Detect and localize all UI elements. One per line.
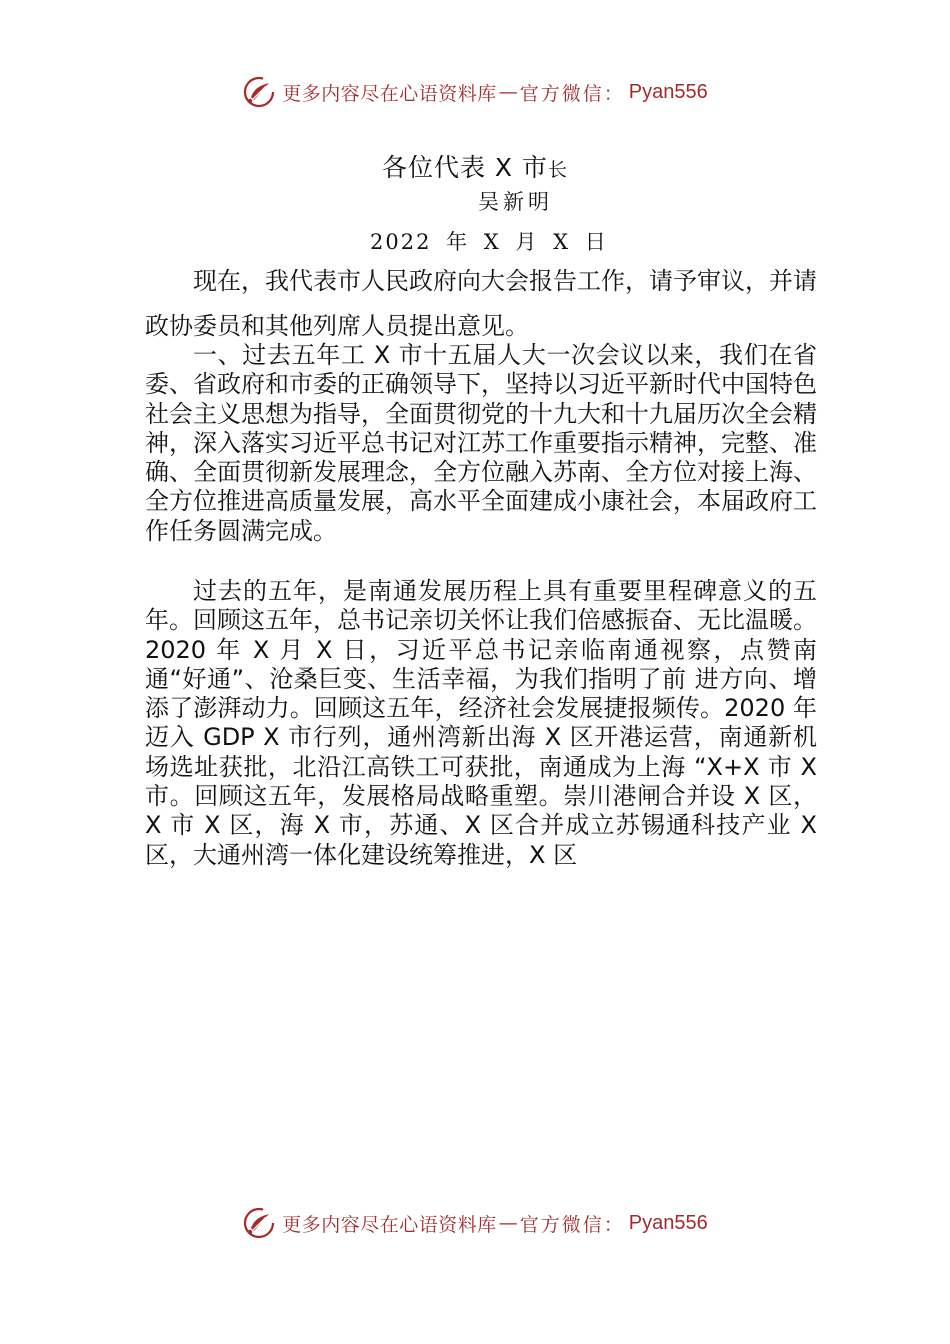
header-watermark-banner — [0, 72, 950, 112]
paragraph-section-one: 一、过去五年工 X 市十五届人大一次会议以来，我们在省委、省政府和市委的正确领导下，坚持以习近平新时代中国特色社会主义思想为指导，全面贯彻党的十九大和十九届历次全会精神，深入落实习近平总书记对江苏工作重要指示精神，完整、准确、全面贯彻新发展理念，全方位融入苏南、全方位对接上海、 全方位推进高质量发展，高水平全面建成小康社会，本届政府工作任务圆满完成。 — [145, 341, 817, 545]
document-author: 吴新明 — [478, 190, 553, 214]
banner-wechat-id: Pyan556 — [628, 1211, 708, 1234]
footer-watermark-banner — [0, 1203, 950, 1243]
banner-wechat-label: 官方微信： — [519, 1213, 625, 1236]
paragraph-intro: 现在，我代表市人民政府向大会报告工作，请予审议，并请政协委员和其他列席人员提出意见。 — [145, 267, 817, 340]
document-date: 2022 年 X 月 X 日 — [370, 230, 608, 254]
banner-text: 更多内容尽在心语资料库 — [282, 1213, 497, 1236]
banner-separator: — — [498, 1212, 518, 1234]
document-title — [0, 148, 950, 184]
brand-logo-icon — [242, 1206, 276, 1240]
banner-wechat-id: Pyan556 — [628, 80, 708, 103]
title-main: 各位代表 X 市 — [381, 153, 548, 182]
banner-wechat-label: 官方微信： — [519, 82, 625, 105]
brand-logo-icon — [242, 75, 276, 109]
banner-text: 更多内容尽在心语资料库 — [282, 82, 497, 105]
title-suffix: 长 — [548, 159, 569, 181]
banner-separator: — — [498, 81, 518, 103]
paragraph-five-years: 过去的五年，是南通发展历程上具有重要里程碑意义的五年。回顾这五年，总书记亲切关怀让我们倍感振奋、无比温暖。2020 年 X 月 X 日，习近平总书记亲临南通视察，点赞南通“好通”、沧桑巨变、生活幸福，为我们指明了前 进方向、增添了澎湃动力。回顾这五年，经济社会发展捷报频传。2020 年迈入 GDP X 市行列，通州湾新出海 X 区开港运营，南通新机场选址获批，北沿江高铁工可获批，南通成为上海 “X+X 市 X 市。回顾这五年，发展格局战略重塑。崇川港闸合并设 X 区，X 市 X 区，海 X 市，苏通、X 区合并成立苏锡通科技产业 X 区，大通州湾一体化建设统筹推进，X 区 — [145, 577, 817, 869]
